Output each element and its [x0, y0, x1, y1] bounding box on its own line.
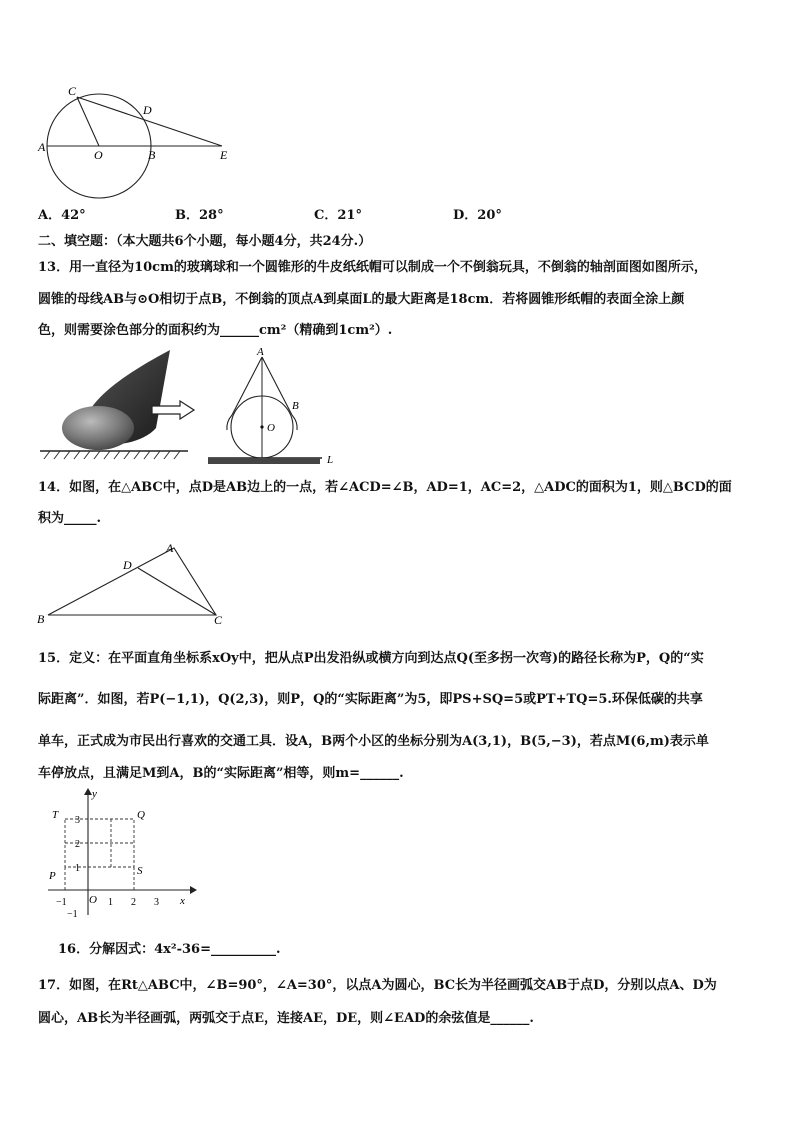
q15-ytick-neg1: −1: [67, 909, 78, 920]
q15-dashed-grid: [65, 819, 134, 890]
q12-option-d: D．20°: [453, 208, 502, 223]
q14-label-d: D: [123, 558, 132, 572]
tumbler-ball-shape: [62, 406, 134, 450]
q13-diagram: [200, 345, 350, 470]
q12-label-c: C: [68, 84, 77, 98]
q14-line-2: 积为_____.: [38, 511, 102, 526]
q15-line-2: 际距离”．如图，若P(−1,1)，Q(2,3)，则P，Q的“实际距离”为5，即PS+SQ=5或PT+TQ=5.环保低碳的共享: [38, 692, 703, 707]
q15-x-arrow-icon: [190, 886, 197, 894]
q15-grid-figure: [34, 785, 204, 925]
q12-option-a: A．42°: [38, 208, 86, 223]
q13-center-dot: [260, 425, 263, 428]
q14-label-b: B: [37, 612, 45, 626]
q13-label-a: A: [257, 346, 264, 358]
q13-line-2: 圆锥的母线AB与⊙O相切于点B，不倒翁的顶点A到桌面L的最大距离是18cm．若将圆锥形纸帽的表面全涂上颜: [38, 292, 685, 307]
q15-xtick-neg1: −1: [56, 897, 67, 908]
q13-label-b: B: [292, 400, 299, 412]
q17-line-1: 17．如图，在Rt△ABC中，∠B=90°，∠A=30°，以点A为圆心，BC长为半径画弧交AB于点D，分别以点A、D为: [38, 978, 717, 993]
q15-axis-y-label: y: [92, 788, 97, 800]
q15-point-p: P: [49, 870, 56, 882]
q13-line-3: 色，则需要涂色部分的面积约为______cm²（精确到1cm²）.: [38, 323, 393, 338]
q13-generatrix-ab: [262, 357, 292, 415]
q15-line-1: 15．定义：在平面直角坐标系xOy中，把从点P出发沿纵或横方向到达点Q(至多拐一次弯)的路径长称为P，Q的“实: [38, 651, 704, 666]
q14-segment-cd: [138, 568, 216, 615]
q15-point-q: Q: [137, 809, 145, 821]
q15-ytick-3: 3: [75, 815, 80, 826]
q12-option-b: B．28°: [175, 208, 224, 223]
q15-xtick-3: 3: [154, 897, 159, 908]
q14-label-a: A: [166, 541, 174, 555]
q12-label-o: O: [94, 148, 103, 162]
q12-figure: [34, 80, 244, 205]
q14-line-1: 14．如图，在△ABC中，点D是AB边上的一点，若∠ACD=∠B，AD=1，AC=2，△ADC的面积为1，则△BCD的面: [38, 480, 732, 495]
q12-label-e: E: [220, 148, 228, 162]
q15-point-t: T: [52, 809, 59, 821]
q14-label-c: C: [214, 613, 223, 627]
q16-text: 16．分解因式：4x²-36=__________.: [58, 942, 281, 957]
q15-xtick-1: 1: [108, 897, 113, 908]
q12-label-a: A: [38, 140, 46, 154]
q12-label-b: B: [148, 148, 156, 162]
q12-radius-oc: [77, 97, 99, 146]
q14-triangle-figure: [34, 538, 234, 628]
q15-y-arrow-icon: [84, 788, 92, 795]
q15-line-4: 车停放点，且满足M到A，B的“实际距离”相等，则m=______.: [38, 766, 404, 781]
q15-ytick-2: 2: [75, 839, 80, 850]
section-heading: 二、填空题：（本大题共6个小题，每小题4分，共24分.）: [38, 234, 372, 249]
q15-ytick-1: 1: [75, 863, 80, 874]
q15-origin-label: O: [89, 894, 97, 906]
q12-option-c: C．21°: [314, 208, 362, 223]
q17-line-2: 圆心，AB长为半径画弧，两弧交于点E，连接AE，DE，则∠EAD的余弦值是______.: [38, 1011, 534, 1026]
q15-xtick-2: 2: [131, 897, 136, 908]
q12-label-d: D: [143, 103, 152, 117]
q15-point-s: S: [137, 865, 143, 877]
q13-label-l: L: [327, 454, 334, 466]
q15-line-3: 单车，正式成为市民出行喜欢的交通工具．设A，B两个小区的坐标分别为A(3,1)，B(5,−3)，若点M(6,m)表示单: [38, 734, 709, 749]
q13-generatrix-left: [232, 357, 262, 415]
q15-axis-x-label: x: [180, 895, 185, 907]
q13-line-1: 13．用一直径为10cm的玻璃球和一个圆锥形的牛皮纸纸帽可以制成一个不倒翁玩具，不倒翁的轴剖面图如图所示，: [38, 260, 707, 275]
q13-table-hatch: [208, 458, 320, 464]
ground-hatch: [44, 451, 180, 459]
q14-triangle-abc: [48, 548, 216, 615]
q13-arrow-icon: [150, 400, 196, 420]
q13-label-o: O: [267, 422, 275, 434]
